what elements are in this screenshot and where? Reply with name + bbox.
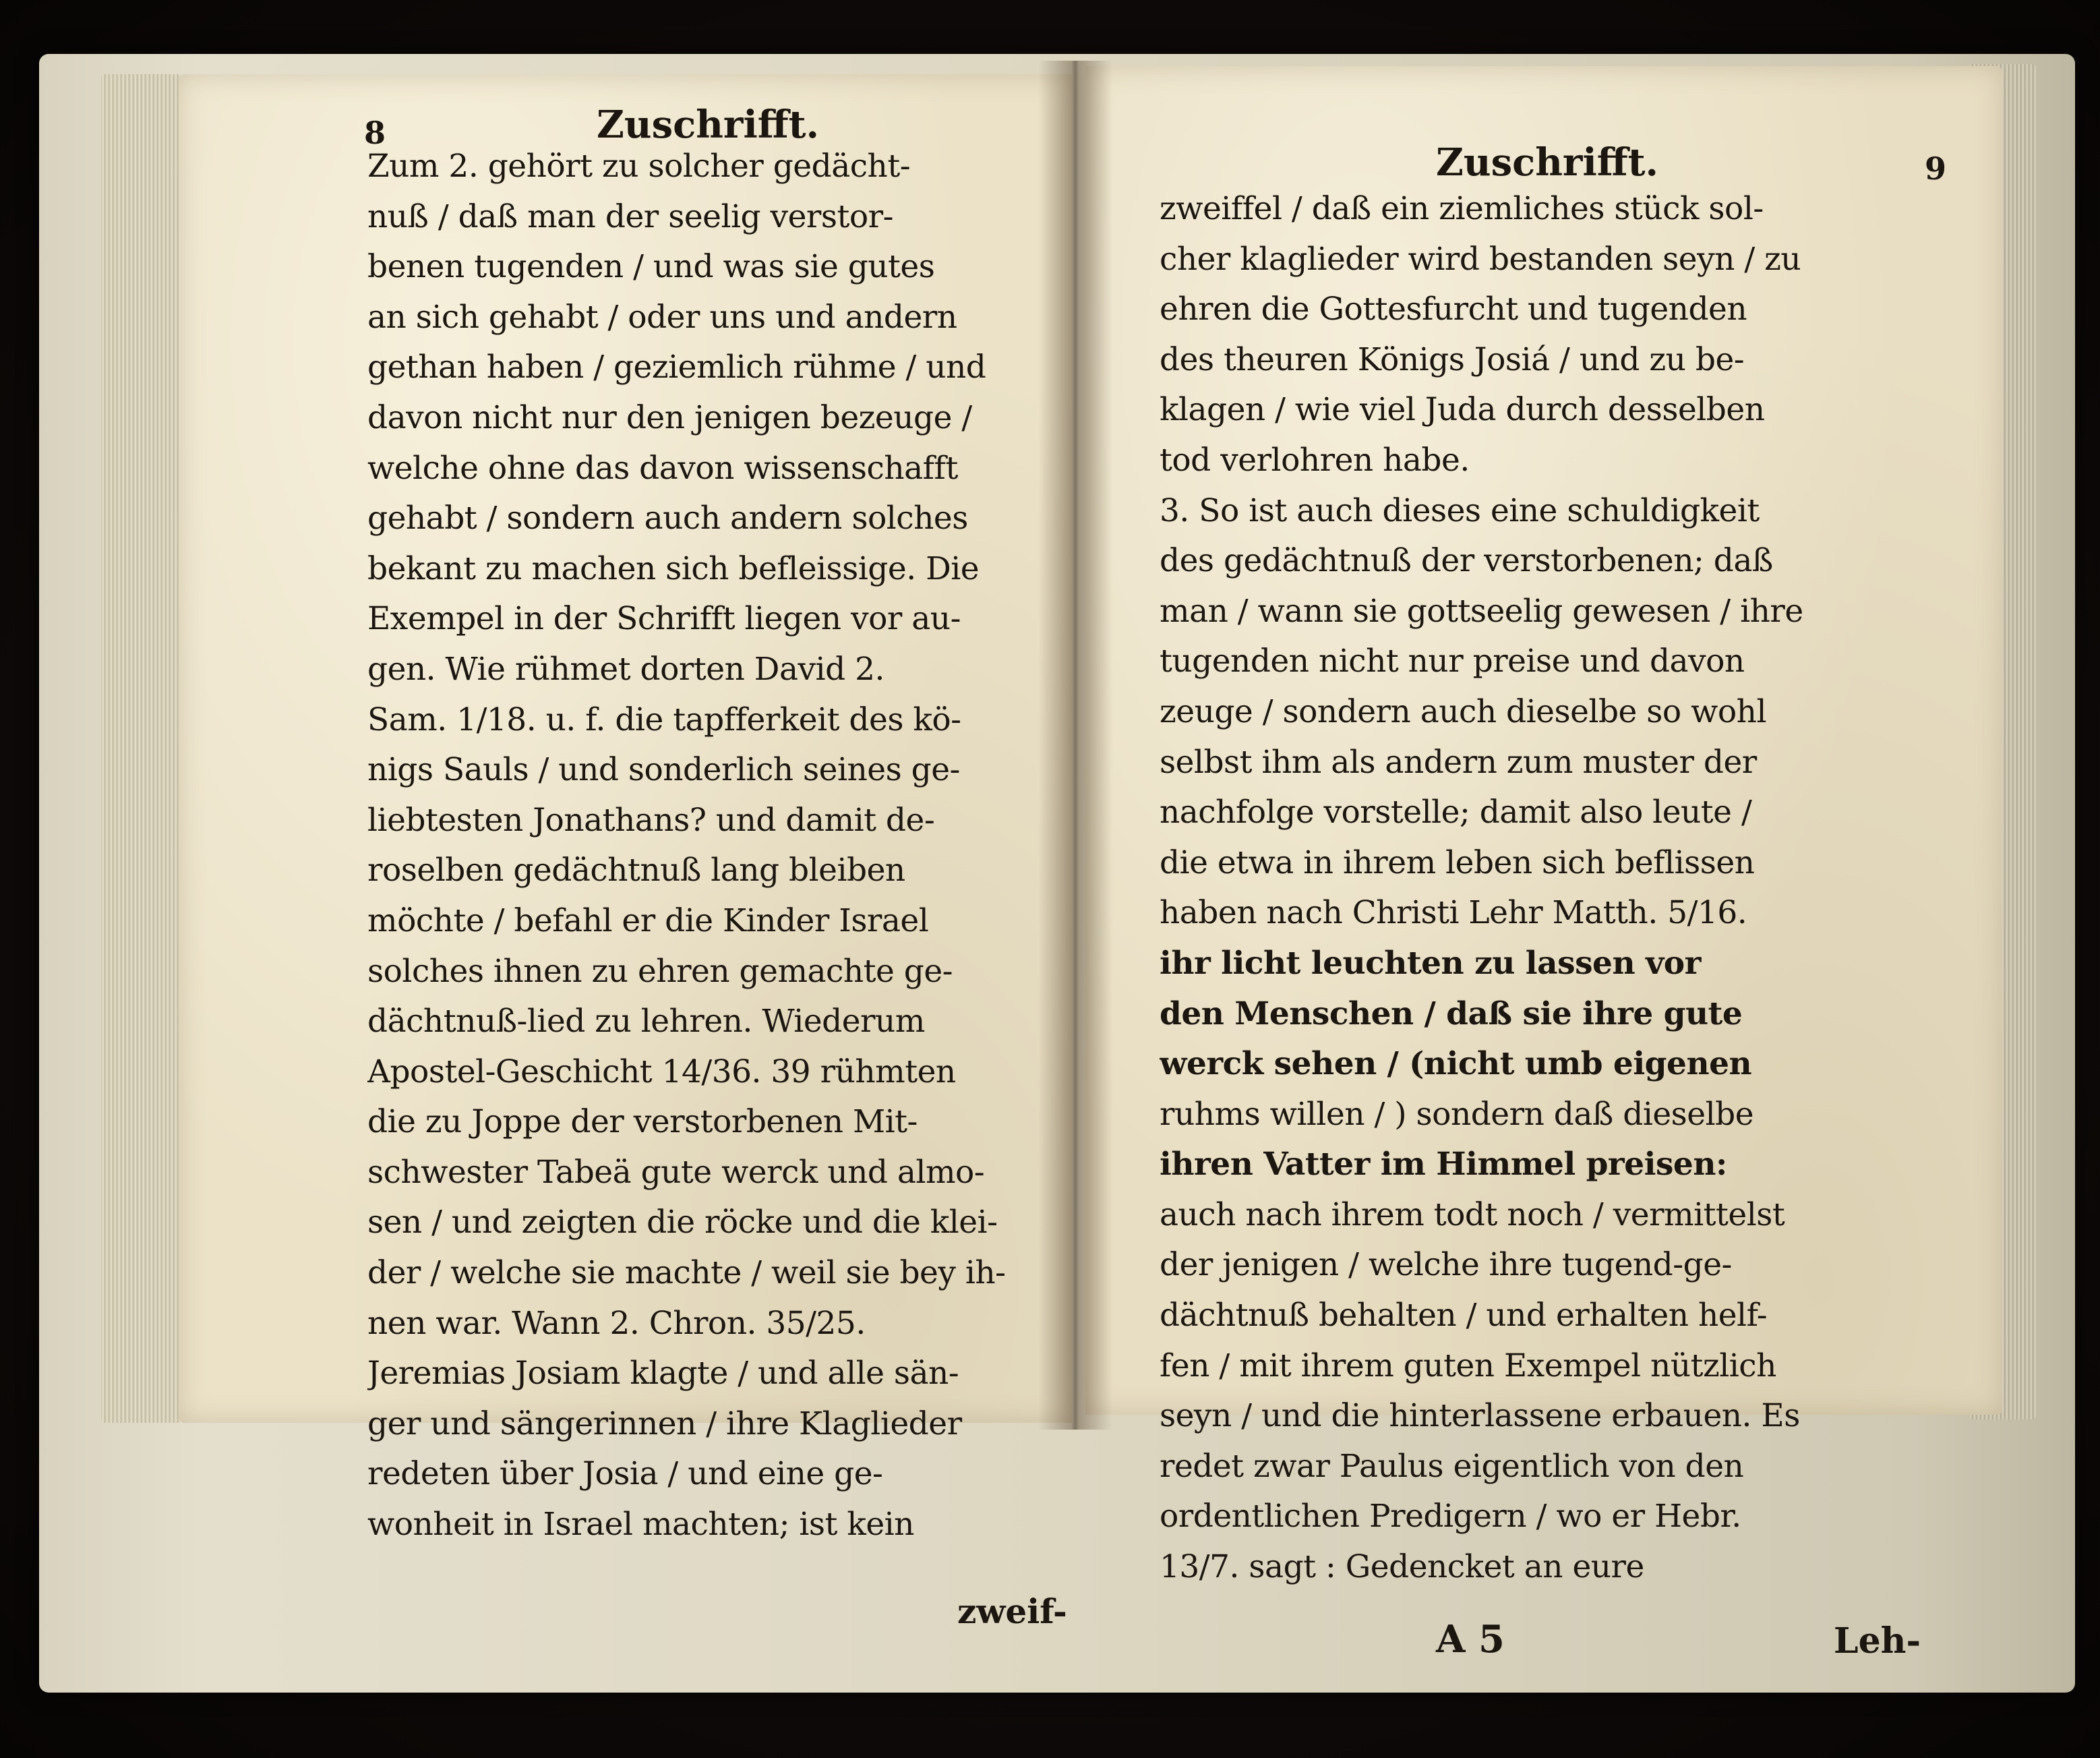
text-line: dächtnuß-lied zu lehren. Wiederum <box>367 1003 925 1041</box>
text-line: gehabt / sondern auch andern solches <box>367 500 968 537</box>
text-line: fen / mit ihrem guten Exempel nützlich <box>1160 1347 1776 1384</box>
text-line: man / wann sie gottseelig gewesen / ihre <box>1160 592 1803 630</box>
text-line: redeten über Josia / und eine ge- <box>367 1455 883 1493</box>
text-line: 13/7. sagt : Gedencket an eure <box>1160 1548 1644 1586</box>
right-catchword: Leh- <box>1834 1620 1921 1662</box>
text-line: an sich gehabt / oder uns und andern <box>367 298 957 336</box>
text-line: Sam. 1/18. u. f. die tapfferkeit des kö- <box>367 701 961 738</box>
text-line: ihren Vatter im Himmel preisen: <box>1160 1146 1727 1183</box>
text-line: nachfolge vorstelle; damit also leute / <box>1160 794 1752 831</box>
text-line: 3. So ist auch dieses eine schuldigkeit <box>1160 492 1760 529</box>
text-line: sen / und zeigten die röcke und die klei- <box>367 1204 998 1241</box>
text-line: solches ihnen zu ehren gemachte ge- <box>367 952 953 990</box>
text-line: ger und sängerinnen / ihre Klaglieder <box>367 1405 962 1442</box>
text-line: seyn / und die hinterlassene erbauen. Es <box>1160 1397 1800 1435</box>
text-line: Exempel in der Schrifft liegen vor au- <box>367 600 961 638</box>
text-line: ihr licht leuchten zu lassen vor <box>1160 944 1701 982</box>
signature-mark: A 5 <box>1436 1617 1505 1662</box>
text-line: möchte / befahl er die Kinder Israel <box>367 902 929 939</box>
left-page-body <box>367 142 1069 1550</box>
text-line: klagen / wie viel Juda durch desselben <box>1160 391 1765 429</box>
right-running-head: Zuschrifft. <box>1436 140 1659 185</box>
text-line: die zu Joppe der verstorbenen Mit- <box>367 1103 918 1141</box>
text-line: den Menschen / daß sie ihre gute <box>1160 995 1743 1032</box>
page-edges-left <box>101 74 182 1423</box>
text-line: die etwa in ihrem leben sich beflissen <box>1160 844 1755 881</box>
text-line: gethan haben / geziemlich rühme / und <box>367 349 986 386</box>
right-page-body <box>1160 184 1985 1593</box>
text-line: der / welche sie machte / weil sie bey ih- <box>367 1254 1006 1292</box>
right-page-number: 9 <box>1925 150 1947 187</box>
text-line: nigs Sauls / und sonderlich seines ge- <box>367 751 960 789</box>
text-line: ruhms willen / ) sondern daß dieselbe <box>1160 1095 1754 1133</box>
text-line: gen. Wie rühmet dorten David 2. <box>367 650 884 688</box>
text-line: roselben gedächtnuß lang bleiben <box>367 852 905 889</box>
text-line: nen war. Wann 2. Chron. 35/25. <box>367 1304 866 1342</box>
text-line: cher klaglieder wird bestanden seyn / zu <box>1160 240 1801 278</box>
text-line: zweiffel / daß ein ziemliches stück sol- <box>1160 190 1764 227</box>
text-line: dächtnuß behalten / und erhalten helf- <box>1160 1297 1768 1335</box>
text-line: zeuge / sondern auch dieselbe so wohl <box>1160 693 1766 730</box>
text-line: liebtesten Jonathans? und damit de- <box>367 801 935 839</box>
text-line: des theuren Königs Josiá / und zu be- <box>1160 341 1745 378</box>
text-line: des gedächtnuß der verstorbenen; daß <box>1160 542 1773 580</box>
left-running-head: Zuschrifft. <box>597 102 820 147</box>
text-line: wonheit in Israel machten; ist kein <box>367 1506 914 1544</box>
left-catchword: zweif- <box>957 1591 1067 1631</box>
text-line: ordentlichen Predigern / wo er Hebr. <box>1160 1498 1741 1535</box>
text-line: nuß / daß man der seelig verstor- <box>367 198 894 235</box>
text-line: auch nach ihrem todt noch / vermittelst <box>1160 1196 1785 1233</box>
text-line: Apostel-Geschicht 14/36. 39 rühmten <box>367 1053 956 1090</box>
text-line: werck sehen / (nicht umb eigenen <box>1160 1045 1752 1083</box>
left-page-number: 8 <box>364 115 386 151</box>
text-line: welche ohne das davon wissenschafft <box>367 449 958 487</box>
text-line: Zum 2. gehört zu solcher gedächt- <box>367 148 911 185</box>
text-line: haben nach Christi Lehr Matth. 5/16. <box>1160 894 1747 932</box>
text-line: der jenigen / welche ihre tugend-ge- <box>1160 1246 1732 1284</box>
text-line: redet zwar Paulus eigentlich von den <box>1160 1447 1744 1485</box>
right-page <box>1085 66 2002 1662</box>
text-line: davon nicht nur den jenigen bezeuge / <box>367 399 972 436</box>
text-line: bekant zu machen sich befleissige. Die <box>367 550 980 587</box>
text-line: Jeremias Josiam klagte / und alle sän- <box>367 1355 959 1393</box>
text-line: tod verlohren habe. <box>1160 441 1470 479</box>
left-page <box>179 74 1072 1631</box>
text-line: ehren die Gottesfurcht und tugenden <box>1160 291 1747 328</box>
text-line: selbst ihm als andern zum muster der <box>1160 743 1757 781</box>
text-line: benen tugenden / und was sie gutes <box>367 248 935 286</box>
text-line: tugenden nicht nur preise und davon <box>1160 643 1745 680</box>
book-gutter <box>1038 61 1112 1430</box>
text-line: schwester Tabeä gute werck und almo- <box>367 1153 985 1191</box>
